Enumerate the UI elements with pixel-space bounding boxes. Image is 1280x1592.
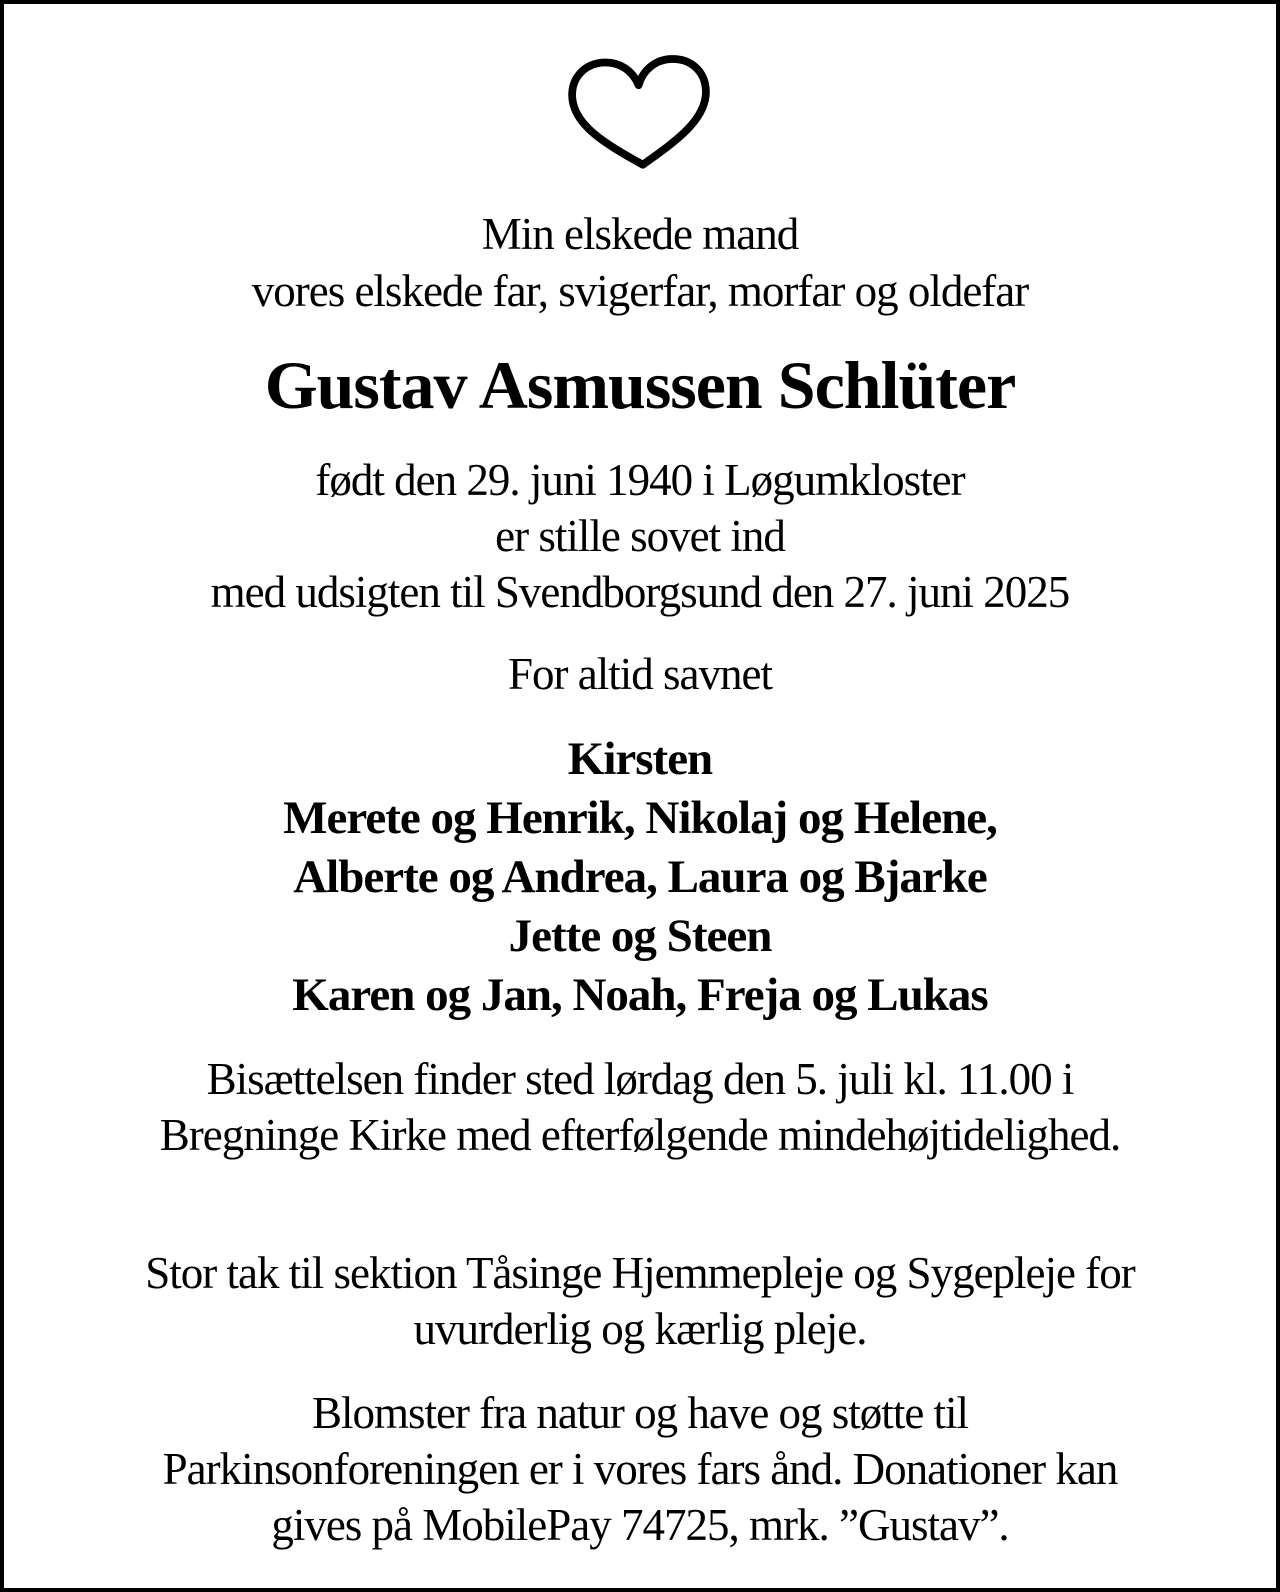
ceremony-line: Bisættelsen finder sted lørdag den 5. juli kl. 11.00 i [206,1054,1074,1104]
death-line: er stille sovet ind [495,511,785,561]
family-line: Kirsten [567,733,713,785]
heart-icon [4,54,1276,172]
family-line: Karen og Jan, Noah, Freja og Lukas [292,969,988,1021]
death-place-line: med udsigten til Svendborgsund den 27. juni 2025 [210,567,1070,617]
missed-line: For altid savnet [508,649,772,699]
deceased-name: Gustav Asmussen Schlüter [264,347,1016,423]
ceremony-line: Bregninge Kirke med efterfølgende mindehøjtidelighed. [159,1110,1121,1160]
family-block [4,730,1276,1025]
family-line: Jette og Steen [508,910,772,962]
flowers-line: gives på MobilePay 74725, mrk. ”Gustav”. [271,1500,1009,1550]
obituary-content [4,4,1276,1553]
flowers-line: Parkinsonforeningen er i vores fars ånd. Donationer kan [162,1444,1118,1494]
ceremony-block [4,1051,1276,1163]
intro-line: Min elskede mand [481,209,799,259]
birth-line: født den 29. juni 1940 i Løgumkloster [315,455,965,505]
family-line: Merete og Henrik, Nikolaj og Helene, [283,792,997,844]
thanks-line: Stor tak til sektion Tåsinge Hjemmepleje og Sygepleje for [145,1248,1135,1298]
thanks-line: uvurderlig og kærlig pleje. [413,1304,867,1354]
family-line: Alberte og Andrea, Laura og Bjarke [293,851,987,903]
flowers-line: Blomster fra natur og have og støtte til [311,1388,969,1438]
life-dates-block [4,452,1276,620]
intro-block [4,206,1276,320]
thanks-block [4,1245,1276,1357]
intro-line: vores elskede far, svigerfar, morfar og oldefar [251,266,1029,316]
flowers-donation-block [4,1385,1276,1553]
